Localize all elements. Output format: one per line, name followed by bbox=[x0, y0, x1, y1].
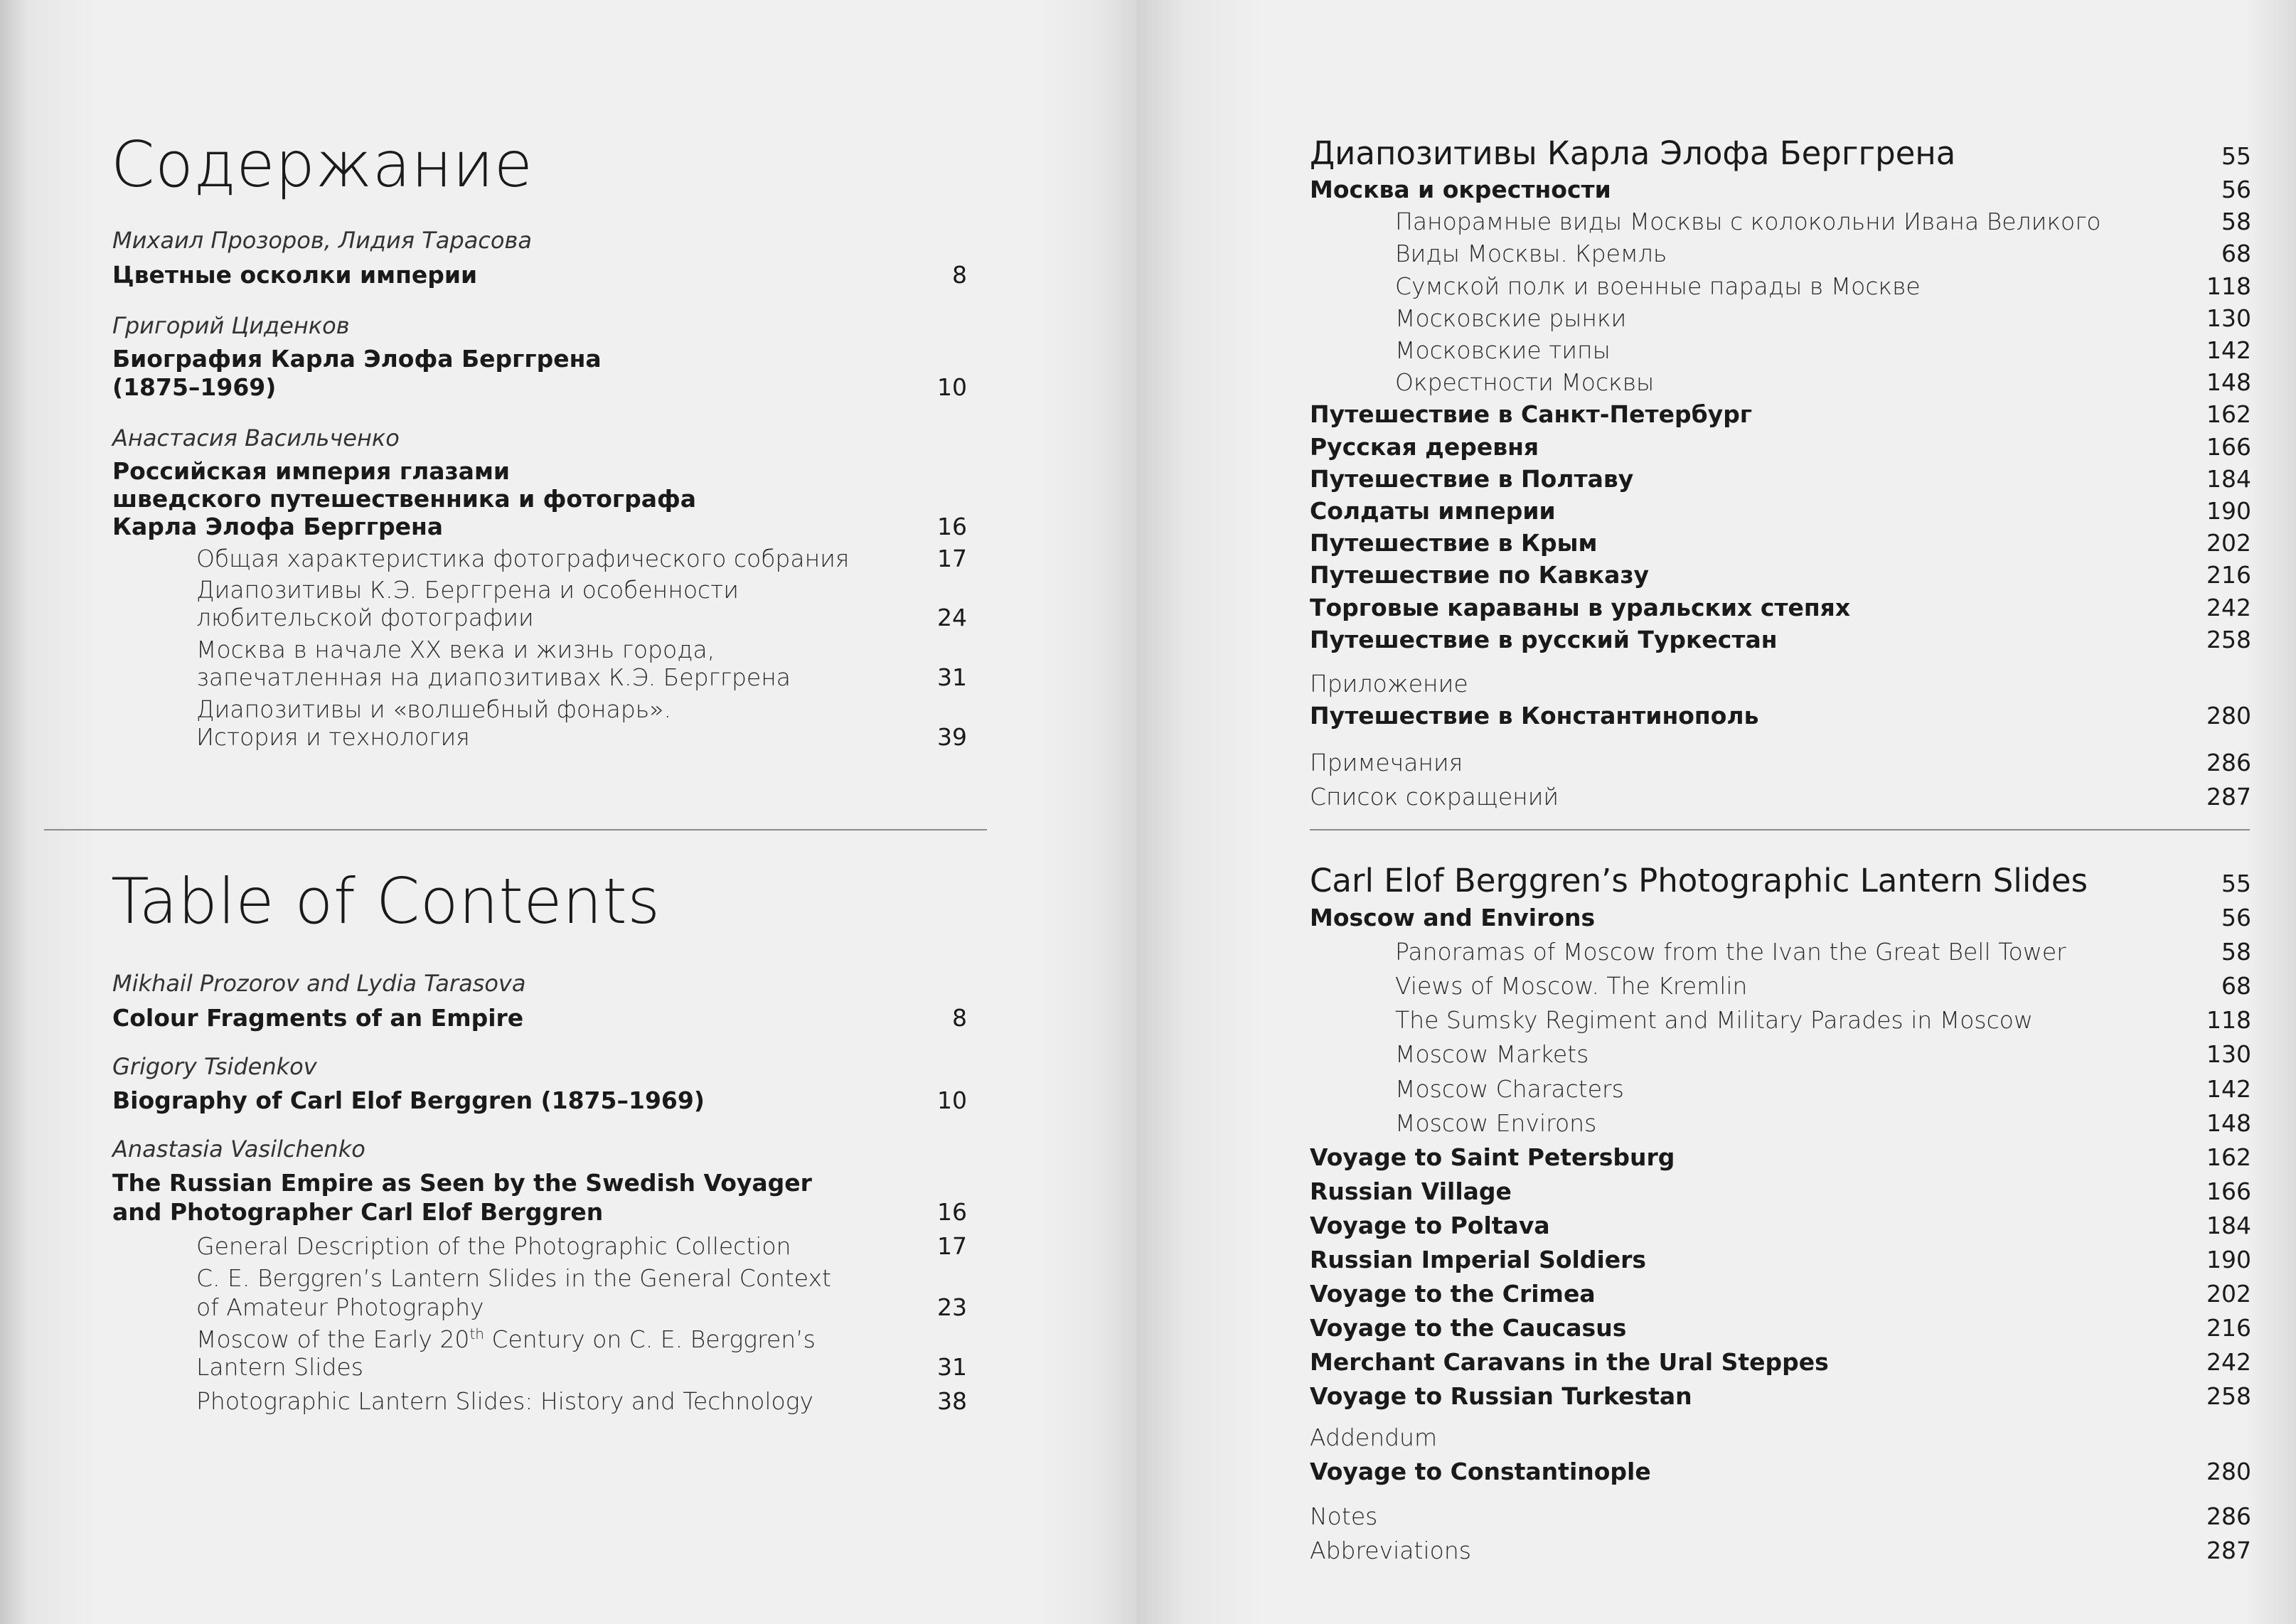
ru-slides-row-5-page: 142 bbox=[2206, 336, 2251, 364]
en-sub-4[interactable]: Photographic Lantern Slides: History and Technology bbox=[196, 1387, 814, 1415]
en-sub-3-line-1[interactable] bbox=[196, 1327, 816, 1351]
en-entry-2-page: 10 bbox=[937, 1086, 967, 1114]
en-entry-3-page: 16 bbox=[937, 1198, 967, 1226]
en-entry-1[interactable]: Colour Fragments of an Empire bbox=[112, 1004, 524, 1032]
en-author-1: Mikhail Prozorov and Lydia Tarasova bbox=[112, 970, 526, 997]
ru-slides-row-10-page: 190 bbox=[2206, 497, 2251, 525]
ru-sub-3-line-2[interactable]: запечатленная на диапозитивах К.Э. Берггрена bbox=[196, 663, 791, 691]
en-slides-row-0[interactable]: Moscow and Environs bbox=[1310, 904, 1596, 931]
ru-notes[interactable]: Примечания bbox=[1310, 749, 1463, 776]
en-slides-row-7-page: 162 bbox=[2206, 1143, 2251, 1171]
en-slides-row-7[interactable]: Voyage to Saint Petersburg bbox=[1310, 1143, 1675, 1171]
en-slides-row-9[interactable]: Voyage to Poltava bbox=[1310, 1211, 1550, 1239]
ru-slides-row-6[interactable]: Окрестности Москвы bbox=[1395, 368, 1655, 397]
ru-sub-2-line-1[interactable]: Диапозитивы К.Э. Берггрена и особенности bbox=[196, 576, 739, 604]
ru-author-1: Михаил Прозоров, Лидия Тарасова bbox=[112, 227, 532, 254]
ru-slides-row-8-page: 166 bbox=[2206, 432, 2251, 461]
ru-sub-3-line-1[interactable]: Москва в начале XX века и жизнь города, bbox=[196, 636, 715, 663]
ru-abbreviations[interactable]: Список сокращений bbox=[1310, 783, 1559, 811]
ru-slides-header-page: 55 bbox=[2221, 142, 2251, 170]
en-slides-row-3[interactable]: The Sumsky Regiment and Military Parades in Moscow bbox=[1395, 1006, 2033, 1035]
ru-slides-row-12-page: 216 bbox=[2206, 561, 2251, 589]
ru-appendix-page: 280 bbox=[2206, 702, 2251, 730]
ru-slides-row-9[interactable]: Путешествие в Полтаву bbox=[1310, 464, 1634, 493]
en-slides-row-13[interactable]: Merchant Caravans in the Ural Steppes bbox=[1310, 1348, 1829, 1377]
ru-slides-row-2[interactable]: Виды Москвы. Кремль bbox=[1395, 240, 1667, 268]
ru-sub-1-page: 17 bbox=[937, 545, 967, 572]
ru-slides-header[interactable]: Диапозитивы Карла Элофа Берггрена bbox=[1310, 134, 1956, 172]
ru-entry-2-line-1[interactable]: Биография Карла Элофа Берггрена bbox=[112, 345, 602, 373]
en-slides-row-2-page: 68 bbox=[2221, 972, 2251, 1000]
ru-notes-page: 286 bbox=[2206, 749, 2251, 776]
ru-entry-2-page: 10 bbox=[937, 373, 967, 401]
ru-slides-row-3-page: 118 bbox=[2206, 272, 2251, 300]
en-slides-header[interactable]: Carl Elof Berggren’s Photographic Lantern Slides bbox=[1310, 862, 2088, 899]
ru-slides-row-0[interactable]: Москва и окрестности bbox=[1310, 176, 1611, 203]
ru-entry-2-line-2[interactable]: (1875–1969) bbox=[112, 373, 277, 401]
ru-slides-row-7[interactable]: Путешествие в Санкт-Петербург bbox=[1310, 400, 1753, 429]
en-sub-3-text-b: Century on C. E. Berggren’s bbox=[484, 1325, 816, 1353]
en-slides-row-4[interactable]: Moscow Markets bbox=[1395, 1040, 1589, 1069]
en-slides-row-4-page: 130 bbox=[2206, 1040, 2251, 1069]
ru-slides-row-5[interactable]: Московские типы bbox=[1395, 336, 1611, 364]
en-sub-2-line-1[interactable]: C. E. Berggren’s Lantern Slides in the General Context bbox=[196, 1264, 831, 1292]
ru-slides-row-4-page: 130 bbox=[2206, 304, 2251, 332]
en-sub-3-page: 31 bbox=[937, 1353, 967, 1381]
en-toc-title: Table of Contents bbox=[111, 865, 661, 938]
ru-slides-row-6-page: 148 bbox=[2206, 368, 2251, 397]
en-author-3: Anastasia Vasilchenko bbox=[112, 1136, 365, 1163]
ru-slides-row-1[interactable]: Панорамные виды Москвы с колокольни Ивана Великого bbox=[1395, 208, 2101, 236]
ru-slides-row-1-page: 58 bbox=[2221, 208, 2251, 236]
ru-slides-row-0-page: 56 bbox=[2221, 176, 2251, 203]
ru-appendix-entry[interactable]: Путешествие в Константинополь bbox=[1310, 702, 1759, 730]
ru-slides-row-9-page: 184 bbox=[2206, 464, 2251, 493]
en-slides-row-6-page: 148 bbox=[2206, 1109, 2251, 1137]
ru-entry-3-line-3[interactable]: Карла Элофа Берггрена bbox=[112, 513, 444, 540]
en-slides-row-8-page: 166 bbox=[2206, 1177, 2251, 1205]
ru-appendix-label: Приложение bbox=[1310, 670, 1468, 698]
ru-slides-row-8[interactable]: Русская деревня bbox=[1310, 432, 1539, 461]
en-slides-row-10[interactable]: Russian Imperial Soldiers bbox=[1310, 1246, 1647, 1273]
en-sub-1[interactable]: General Description of the Photographic Collection bbox=[196, 1232, 791, 1260]
ru-slides-row-4[interactable]: Московские рынки bbox=[1395, 304, 1627, 332]
ru-author-2: Григорий Циденков bbox=[112, 312, 350, 339]
en-abbreviations-page: 287 bbox=[2206, 1537, 2251, 1564]
en-slides-header-page: 55 bbox=[2221, 870, 2251, 897]
ru-sub-4-page: 39 bbox=[937, 723, 967, 751]
en-slides-row-10-page: 190 bbox=[2206, 1246, 2251, 1273]
en-sub-2-line-2[interactable]: of Amateur Photography bbox=[196, 1293, 484, 1321]
en-abbreviations[interactable]: Abbreviations bbox=[1310, 1537, 1471, 1564]
en-slides-row-0-page: 56 bbox=[2221, 904, 2251, 931]
ru-slides-row-14[interactable]: Путешествие в русский Туркестан bbox=[1310, 625, 1778, 653]
ru-entry-1[interactable]: Цветные осколки империи bbox=[112, 261, 478, 289]
ru-slides-row-12[interactable]: Путешествие по Кавказу bbox=[1310, 561, 1650, 589]
en-notes[interactable]: Notes bbox=[1310, 1502, 1378, 1530]
en-slides-row-13-page: 242 bbox=[2206, 1348, 2251, 1377]
en-slides-row-11-page: 202 bbox=[2206, 1280, 2251, 1308]
ru-entry-3-line-2[interactable]: шведского путешественника и фотографа bbox=[112, 485, 697, 513]
en-slides-row-1[interactable]: Panoramas of Moscow from the Ivan the Great Bell Tower bbox=[1395, 938, 2066, 966]
ru-slides-row-14-page: 258 bbox=[2206, 625, 2251, 653]
ru-slides-row-2-page: 68 bbox=[2221, 240, 2251, 268]
ru-slides-row-11-page: 202 bbox=[2206, 529, 2251, 557]
ru-author-3: Анастасия Васильченко bbox=[112, 424, 400, 452]
en-slides-row-11[interactable]: Voyage to the Crimea bbox=[1310, 1280, 1596, 1308]
en-appendix-entry[interactable]: Voyage to Constantinople bbox=[1310, 1458, 1651, 1485]
divider-right bbox=[1310, 829, 2250, 830]
en-slides-row-5[interactable]: Moscow Characters bbox=[1395, 1074, 1624, 1103]
en-entry-3-line-1[interactable]: The Russian Empire as Seen by the Swedish Voyager bbox=[112, 1169, 812, 1197]
en-slides-row-12-page: 216 bbox=[2206, 1314, 2251, 1342]
ru-slides-row-3[interactable]: Сумской полк и военные парады в Москве bbox=[1395, 272, 1921, 300]
ru-slides-row-11[interactable]: Путешествие в Крым bbox=[1310, 529, 1598, 557]
ru-abbreviations-page: 287 bbox=[2206, 783, 2251, 811]
en-slides-row-14-page: 258 bbox=[2206, 1382, 2251, 1411]
divider-left bbox=[44, 829, 987, 830]
en-sub-4-page: 38 bbox=[937, 1387, 967, 1415]
en-entry-1-page: 8 bbox=[952, 1004, 967, 1032]
left-page bbox=[0, 0, 1136, 1624]
en-slides-row-6[interactable]: Moscow Environs bbox=[1395, 1109, 1597, 1137]
ru-sub-4-line-1[interactable]: Диапозитивы и «волшебный фонарь». bbox=[196, 695, 671, 723]
en-slides-row-8[interactable]: Russian Village bbox=[1310, 1177, 1512, 1205]
ru-sub-1[interactable]: Общая характеристика фотографического собрания bbox=[196, 545, 850, 572]
ru-slides-row-13-page: 242 bbox=[2206, 593, 2251, 621]
ru-slides-row-13[interactable]: Торговые караваны в уральских степях bbox=[1310, 593, 1851, 621]
en-appendix-page: 280 bbox=[2206, 1458, 2251, 1485]
ru-entry-3-line-1[interactable]: Российская империя глазами bbox=[112, 457, 511, 485]
ru-slides-row-7-page: 162 bbox=[2206, 400, 2251, 429]
ru-sub-2-line-2[interactable]: любительской фотографии bbox=[196, 604, 534, 631]
en-slides-row-12[interactable]: Voyage to the Caucasus bbox=[1310, 1314, 1627, 1342]
en-sub-3-superscript: th bbox=[469, 1325, 484, 1342]
en-sub-3-line-2[interactable]: Lantern Slides bbox=[196, 1353, 363, 1381]
ru-sub-4-line-2[interactable]: История и технология bbox=[196, 723, 470, 751]
ru-entry-3-page: 16 bbox=[937, 513, 967, 540]
ru-slides-row-10[interactable]: Солдаты империи bbox=[1310, 497, 1556, 525]
en-notes-page: 286 bbox=[2206, 1502, 2251, 1530]
en-slides-row-9-page: 184 bbox=[2206, 1211, 2251, 1239]
en-entry-2[interactable]: Biography of Carl Elof Berggren (1875–1969) bbox=[112, 1086, 705, 1114]
en-slides-row-14[interactable]: Voyage to Russian Turkestan bbox=[1310, 1382, 1692, 1411]
ru-sub-2-page: 24 bbox=[937, 604, 967, 631]
ru-entry-1-page: 8 bbox=[952, 261, 967, 289]
ru-toc-title: Содержание bbox=[111, 128, 533, 201]
en-sub-2-page: 23 bbox=[937, 1293, 967, 1321]
en-slides-row-2[interactable]: Views of Moscow. The Kremlin bbox=[1395, 972, 1748, 1000]
en-sub-3-text-a: Moscow of the Early 20 bbox=[196, 1325, 470, 1353]
en-author-2: Grigory Tsidenkov bbox=[112, 1053, 317, 1080]
en-entry-3-line-2[interactable]: and Photographer Carl Elof Berggren bbox=[112, 1198, 604, 1226]
ru-sub-3-page: 31 bbox=[937, 663, 967, 691]
en-slides-row-1-page: 58 bbox=[2221, 938, 2251, 966]
en-sub-1-page: 17 bbox=[937, 1232, 967, 1260]
en-slides-row-5-page: 142 bbox=[2206, 1074, 2251, 1103]
en-slides-row-3-page: 118 bbox=[2206, 1006, 2251, 1035]
en-appendix-label: Addendum bbox=[1310, 1423, 1438, 1451]
right-page bbox=[1136, 0, 2296, 1624]
